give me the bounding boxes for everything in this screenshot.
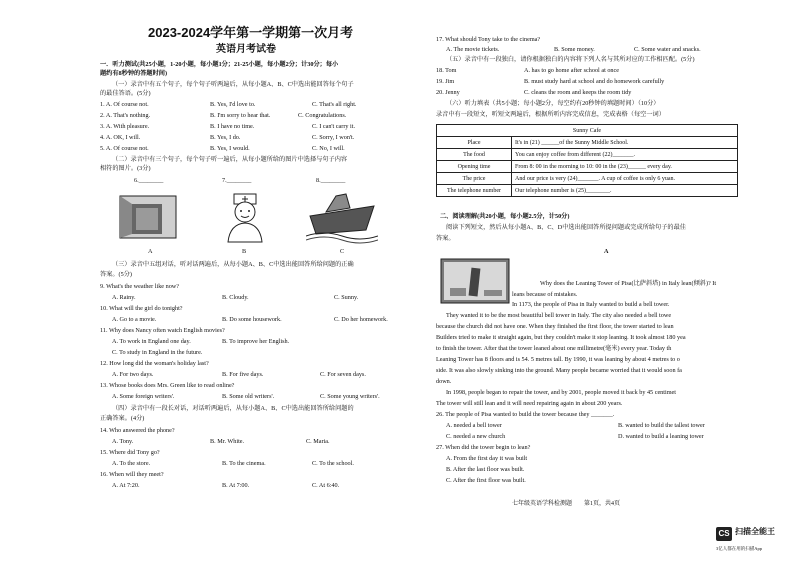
q27-option-b: B. After the last floor was built.	[446, 466, 525, 473]
part-6-instructions-cont: 录音中有一段短文，听短文两遍后，根据所听内容完成信息，完成表格（每空一词）	[436, 111, 665, 118]
q13-option-b: B. Some old writers'.	[222, 393, 275, 400]
cafe-row-label: Opening time	[437, 161, 512, 173]
q14-option-b: B. Mr. White.	[210, 438, 245, 445]
q10-option-a: A. Go to a movie.	[112, 316, 157, 323]
blank-7: 7.________	[222, 177, 252, 184]
q16-option-a: A. At 7:20.	[112, 482, 140, 489]
q9-option-a: A. Rainy.	[112, 294, 136, 301]
part-3-instructions: （三）录音中五组对话，听对话两遍后，从每小题A、B、C中选出能回答所给问题的正确	[112, 261, 354, 268]
q15-option-a: A. To the store.	[112, 460, 151, 467]
match-20-job: C. cleans the room and keeps the room tidy	[524, 89, 632, 96]
cafe-row-label: The food	[437, 149, 512, 161]
q15-option-c: C. To the school.	[312, 460, 354, 467]
q11-option-b: B. To improve her English.	[222, 338, 290, 345]
q27-option-c: C. After the first floor was built.	[446, 477, 526, 484]
match-19-job: B. must study hard at school and do homework carefully	[524, 78, 665, 85]
part-1-instructions: （一）录音中有五个句子，每个句子听两遍后，从每小题A、B、C中选出能回答每个句子	[112, 81, 354, 88]
section-2-instructions-cont: 答案。	[436, 235, 455, 242]
q26-option-d: D. wanted to build a leaning tower	[618, 433, 704, 440]
cafe-row-label: The price	[437, 173, 512, 185]
passage-line: because the church did not have one. When they finished the first floor, the tower started to lean	[436, 323, 674, 330]
q10-option-b: B. Do some housework.	[222, 316, 282, 323]
part-6-instructions: （六）听力填表（共5小题；每小题2分，每空约有20秒钟的填题时间）（10分）	[446, 100, 660, 107]
passage-line: Why does the Leaning Tower of Pisa(比萨斜塔) in Italy lean(倾斜)? It	[540, 280, 717, 287]
q26-option-b: B. wanted to build the tallest tower	[618, 422, 705, 429]
cafe-row-value: You can enjoy coffee from different (22)_______.	[512, 149, 738, 161]
q15-stem: 15. Where did Tony go?	[100, 449, 160, 456]
q3-option-a: 3. A. With pleasure.	[100, 123, 150, 130]
q14-option-a: A. Tony.	[112, 438, 134, 445]
q12-option-c: C. For seven days.	[320, 371, 366, 378]
passage-line: side. It was also slowly sinking into the ground. Many people became worried that it would soon fa	[436, 367, 682, 374]
q10-stem: 10. What will the girl do tonight?	[100, 305, 183, 312]
passage-line: to finish the tower. After that the tower leaned about one millimetre(毫米) every year. Today th	[436, 345, 672, 352]
q26-option-c: C. needed a new church	[446, 433, 506, 440]
picture-b-label: B	[242, 248, 247, 255]
section-2-instructions: 阅读下列短文，然后从每小题A、B、C、D中选出能回答所提问题或完成所给句子的最佳	[446, 224, 686, 231]
q1-option-b: B. Yes, I'd love to.	[210, 101, 256, 108]
q17-option-b: B. Some money.	[554, 46, 595, 53]
q27-option-a: A. From the first day it was built	[446, 455, 528, 462]
picture-b	[218, 190, 272, 244]
q13-option-a: A. Some foreign writers'.	[112, 393, 175, 400]
q17-option-a: A. The movie tickets.	[446, 46, 500, 53]
passage-line: down.	[436, 378, 452, 385]
part-5-instructions: （五）录音中有一段独白，请你根据独白的内容将下列人名与其所对应的工作相匹配。(5分)	[446, 56, 695, 63]
q26-stem: 26. The people of Pisa wanted to build the tower because they _______.	[436, 411, 615, 418]
q11-option-c: C. To study in England in the future.	[112, 349, 203, 356]
passage-line: They wanted it to be the most beautiful bell tower in Italy. The city also needed a bell towe	[446, 312, 672, 319]
q9-stem: 9. What's the weather like now?	[100, 283, 180, 290]
match-18-job: A. has to go home after school at once	[524, 67, 620, 74]
q15-option-b: B. To the cinema.	[222, 460, 266, 467]
passage-line: In 1173, the people of Pisa in Italy wanted to build a bell tower.	[512, 301, 670, 308]
blank-8: 8.________	[316, 177, 346, 184]
q2-option-a: 2. A. That's nothing.	[100, 112, 151, 119]
q2-option-b: B. I'm sorry to hear that.	[210, 112, 271, 119]
q16-stem: 16. When will they meet?	[100, 471, 164, 478]
cafe-row-label: Place	[437, 137, 512, 149]
q5-option-a: 5. A. Of course not.	[100, 145, 149, 152]
q16-option-c: C. At 6:40.	[312, 482, 340, 489]
scanner-brand: 扫描全能王	[735, 527, 775, 536]
passage-line: leans because of mistakes.	[512, 291, 578, 298]
q9-option-b: B. Cloudy.	[222, 294, 249, 301]
picture-c	[306, 186, 378, 244]
cafe-row-label: The telephone number	[437, 185, 512, 197]
q27-stem: 27. When did the tower begin to lean?	[436, 444, 531, 451]
q5-option-c: C. No, I will.	[312, 145, 345, 152]
q4-option-c: C. Sorry, I won't.	[312, 134, 355, 141]
cafe-row-value: Our telephone number is (25)________.	[512, 185, 738, 197]
picture-a-label: A	[148, 248, 153, 255]
q12-stem: 12. How long did the woman's holiday last?	[100, 360, 209, 367]
q4-option-b: B. Yes, I do.	[210, 134, 241, 141]
q10-option-c: C. Do her homework.	[334, 316, 388, 323]
blank-6: 6.________	[134, 177, 164, 184]
part-2-instructions: （二）录音中有三个句子，每个句子听一遍后，从每小题所给的图片中选择与句子内容	[112, 156, 348, 163]
section-1-heading-cont: 题约有8秒钟的答题时间)	[100, 70, 168, 77]
q14-option-c: C. Maria.	[306, 438, 330, 445]
cafe-table	[436, 124, 738, 197]
section-2-heading: 二、阅读理解(共20小题，每小题2.5分，计50分)	[440, 213, 570, 220]
q11-option-a: A. To work in England one day.	[112, 338, 191, 345]
part-4-instructions: （四）录音中有一段长对话，对话听两遍后，从每小题A、B、C中选出能回答所给问题的	[112, 405, 354, 412]
passage-line: In 1998, people began to repair the tower, and by 2001, people moved it back by 45 centimet	[446, 389, 676, 396]
scanner-tagline: 3亿人都在用的扫描App	[716, 546, 762, 551]
q14-stem: 14. Who answered the phone?	[100, 427, 175, 434]
passage-line: Builders tried to make it straight again, but they couldn't make it stop leaning. It took almost 180 yea	[436, 334, 686, 341]
section-1-heading: 一．听力测试(共25小题，1-20小题，每小题1分；21-25小题，每小题2分；计30分；每小	[100, 61, 339, 68]
part-4-instructions-cont: 正确答案。(4分)	[100, 415, 145, 422]
page-subtitle: 英语月考试卷	[216, 44, 276, 55]
match-19-name: 19. Jim	[436, 78, 455, 85]
leaning-tower-image	[440, 258, 510, 304]
picture-a	[118, 192, 180, 242]
picture-c-label: C	[340, 248, 345, 255]
q13-stem: 13. Whose books does Mrs. Green like to read online?	[100, 382, 235, 389]
q13-option-c: C. Some young writers'.	[320, 393, 380, 400]
q17-stem: 17. What should Tony take to the cinema?	[436, 36, 541, 43]
q2-option-c: C. Congratulations.	[298, 112, 347, 119]
match-18-name: 18. Tom	[436, 67, 457, 74]
q9-option-c: C. Sunny.	[334, 294, 359, 301]
passage-line: Leaning Tower has 8 floors and is 54. 5 metres tall. By 1990, it was leaning by about 4 metres to o	[436, 356, 680, 363]
part-2-instructions-cont: 相符的图片。(3分)	[100, 165, 151, 172]
passage-line: The tower will still lean and it will need repairing again in about 200 years.	[436, 400, 623, 407]
cafe-row-value: It's in (21) ______of the Sunny Middle School.	[512, 137, 738, 149]
part-3-instructions-cont: 答案。(5分)	[100, 271, 132, 278]
match-20-name: 20. Jenny	[436, 89, 460, 96]
q16-option-b: B. At 7:00.	[222, 482, 250, 489]
passage-a-label: A	[604, 248, 609, 255]
part-1-instructions-cont: 的最佳答语。(5分)	[100, 90, 151, 97]
q12-option-b: B. For five days.	[222, 371, 264, 378]
q11-stem: 11. Why does Nancy often watch English movies?	[100, 327, 225, 334]
page-title: 2023-2024学年第一学期第一次月考	[148, 25, 354, 40]
scanner-logo-icon: CS	[716, 527, 732, 541]
q3-option-b: B. I have no time.	[210, 123, 255, 130]
q3-option-c: C. I can't carry it.	[312, 123, 356, 130]
q4-option-a: 4. A. OK, I will.	[100, 134, 141, 141]
q17-option-c: C. Some water and snacks.	[634, 46, 701, 53]
cafe-row-value: From 8: 00 in the morning to 10: 00 in the (23)______ every day.	[512, 161, 738, 173]
cafe-row-value: And our price is very (24)_______. A cup of coffee is only 6 yuan.	[512, 173, 738, 185]
q12-option-a: A. For two days.	[112, 371, 154, 378]
q26-option-a: A. needed a bell tower	[446, 422, 502, 429]
q5-option-b: B. Yes, I would.	[210, 145, 250, 152]
q1-option-c: C. That's all right.	[312, 101, 357, 108]
cafe-table-title: Sunny Cafe	[437, 125, 738, 137]
q1-option-a: 1. A. Of course not.	[100, 101, 149, 108]
page-footer: 七年级英语学科检测题 第1页，共4页	[512, 501, 621, 507]
